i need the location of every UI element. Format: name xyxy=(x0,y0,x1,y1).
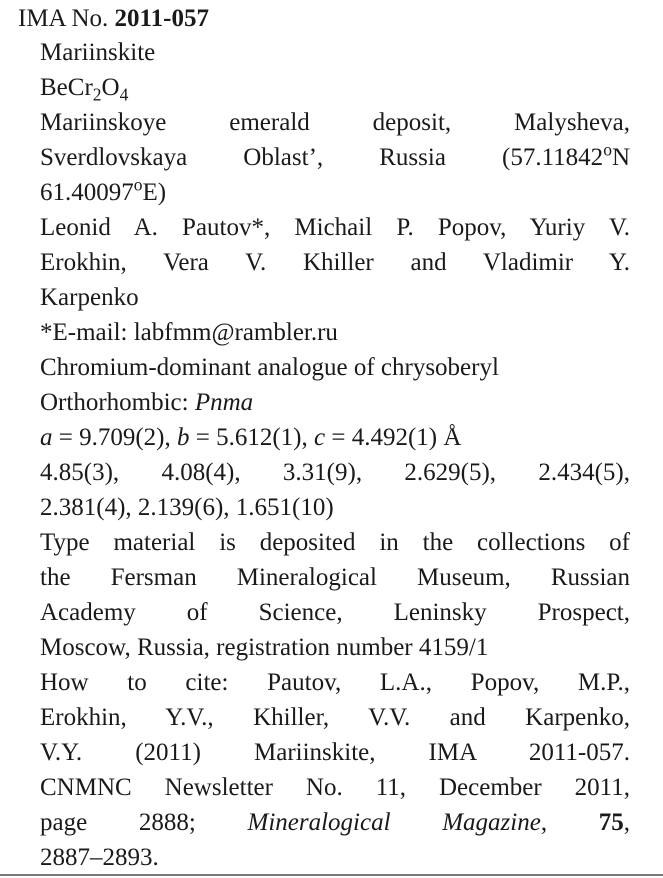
citation-line-2: Erokhin, Y.V., Khiller, V.V. and Karpenko, xyxy=(40,704,630,731)
locality-line-3 xyxy=(40,176,630,210)
bottom-rule xyxy=(0,874,663,876)
type-material-line-4: Moscow, Russia, registration number 4159/1 xyxy=(40,634,489,661)
formula-subscript: 4 xyxy=(119,84,129,105)
cell-c-symbol: c xyxy=(314,424,326,451)
locality-text: 61.40097 xyxy=(40,179,134,206)
type-material-line-2: the Fersman Mineralogical Museum, Russian xyxy=(40,564,630,591)
cell-c-value: = 4.492(1) Å xyxy=(325,424,462,451)
type-material-line-1: Type material is deposited in the collections of xyxy=(40,529,630,556)
locality-text: E) xyxy=(142,179,167,206)
locality-text: Sverdlovskaya Oblast’, Russia (57.11842 xyxy=(40,144,604,171)
citation-text: , xyxy=(540,809,599,836)
ima-prefix: IMA No. xyxy=(18,5,115,32)
mineral-name: Mariinskite xyxy=(40,39,156,66)
degree-symbol: o xyxy=(133,174,143,195)
citation-text: page 2888; xyxy=(40,809,248,836)
cell-a-symbol: a xyxy=(40,424,53,451)
degree-symbol: o xyxy=(603,139,612,160)
cell-parameters-line xyxy=(40,421,630,455)
citation-line-1: How to cite: Pautov, L.A., Popov, M.P., xyxy=(40,669,630,696)
cell-b-value: = 5.612(1), xyxy=(189,424,314,451)
locality-line-2 xyxy=(40,141,630,175)
authors-line-2: Erokhin, Vera V. Khiller and Vladimir Y. xyxy=(40,249,630,276)
relationship-line: Chromium-dominant analogue of chrysoberyl xyxy=(40,354,499,381)
authors-line-3: Karpenko xyxy=(40,284,139,311)
ima-number: 2011-057 xyxy=(114,5,209,32)
citation-line-3: V.Y. (2011) Mariinskite, IMA 2011-057. xyxy=(40,739,630,766)
formula-subscript: 2 xyxy=(92,84,102,105)
locality-text: N xyxy=(611,144,630,171)
journal-volume: 75 xyxy=(598,809,624,836)
space-group: Pnma xyxy=(194,389,254,416)
citation-line-6: 2887–2893. xyxy=(40,844,159,871)
cell-b-symbol: b xyxy=(177,424,190,451)
chemical-formula xyxy=(40,71,630,105)
email-line: *E-mail: labfmm@rambler.ru xyxy=(40,319,338,346)
formula-part: O xyxy=(101,74,120,101)
citation-line-4: CNMNC Newsletter No. 11, December 2011, xyxy=(40,774,630,801)
crystal-system-line xyxy=(40,386,630,420)
formula-part: BeCr xyxy=(40,74,93,101)
journal-name: Mineralogical Magazine xyxy=(247,809,541,836)
ima-number-line xyxy=(18,2,630,36)
citation-text: , xyxy=(623,809,630,836)
strongest-lines-1: 4.85(3), 4.08(4), 3.31(9), 2.629(5), 2.434(5), xyxy=(40,459,630,486)
cell-a-value: = 9.709(2), xyxy=(52,424,177,451)
locality-line-1: Mariinskoye emerald deposit, Malysheva, xyxy=(40,109,630,136)
type-material-line-3: Academy of Science, Leninsky Prospect, xyxy=(40,599,630,626)
strongest-lines-2: 2.381(4), 2.139(6), 1.651(10) xyxy=(40,494,334,521)
authors-line-1: Leonid A. Pautov*, Michail P. Popov, Yuriy V. xyxy=(40,214,630,241)
citation-line-5 xyxy=(40,806,630,840)
crystal-system-label: Orthorhombic: xyxy=(40,389,195,416)
